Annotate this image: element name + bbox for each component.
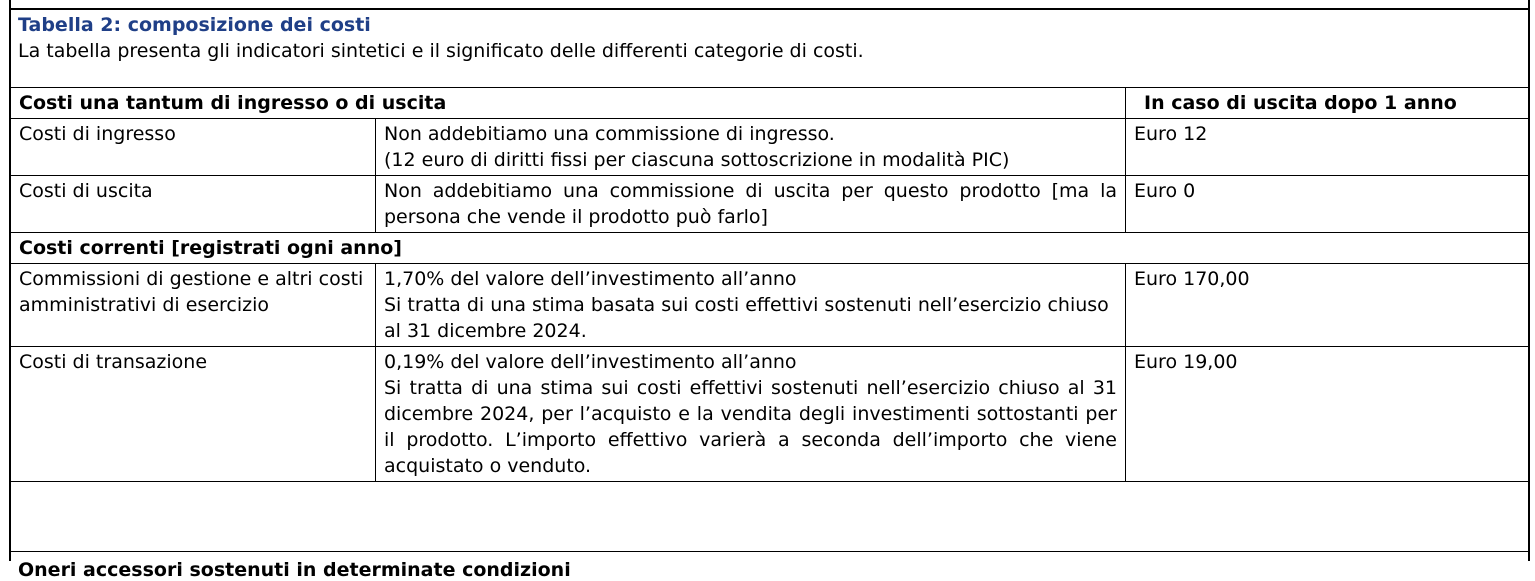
description-line: 1,70% del valore dell’investimento all’anno [384, 268, 797, 290]
row-label-exit-costs: Costi di uscita [11, 176, 376, 233]
table-row [11, 176, 1529, 233]
description-line: (12 euro di diritti fissi per ciascuna sottoscrizione in modalità PIC) [384, 149, 1010, 171]
row-description-entry-costs [376, 119, 1126, 176]
column-header-exit-after-1-year: In caso di uscita dopo 1 anno [1126, 88, 1529, 119]
description-line: Non addebitiamo una commissione di ingresso. [384, 123, 835, 145]
row-label-transaction-costs: Costi di transazione [11, 347, 376, 482]
row-description-management-fees [376, 264, 1126, 347]
row-amount-management-fees: Euro 170,00 [1126, 264, 1529, 347]
table-caption [18, 13, 1518, 65]
description-line: Si tratta di una stima basata sui costi effettivi sostenuti nell’esercizio chiuso al 31 dicembre 2024. [384, 294, 1109, 342]
table-row [11, 264, 1529, 347]
row-amount-entry-costs: Euro 12 [1126, 119, 1529, 176]
row-description-transaction-costs [376, 347, 1126, 482]
bottom-rule [10, 551, 1528, 552]
row-label-management-fees: Commissioni di gestione e altri costi amministrativi di esercizio [11, 264, 376, 347]
row-description-exit-costs: Non addebitiamo una commissione di uscita per questo prodotto [ma la persona che vende il prodotto può farlo] [376, 176, 1126, 233]
row-amount-transaction-costs: Euro 19,00 [1126, 347, 1529, 482]
section-header-ongoing [11, 233, 1529, 264]
table-row [11, 119, 1529, 176]
description-line: 0,19% del valore dell’investimento all’anno [384, 351, 797, 373]
table-row [11, 347, 1529, 482]
row-label-entry-costs: Costi di ingresso [11, 119, 376, 176]
section-heading-incidental-cut [18, 553, 1518, 581]
top-rule [9, 8, 1530, 10]
section-heading-incidental: Oneri accessori sostenuti in determinate condizioni [18, 559, 571, 581]
section-heading-one-off: Costi una tantum di ingresso o di uscita [11, 88, 1126, 119]
row-amount-exit-costs: Euro 0 [1126, 176, 1529, 233]
caption-subtitle: La tabella presenta gli indicatori sintetici e il significato delle differenti categorie di costi. [18, 40, 864, 62]
costs-table [10, 87, 1529, 482]
section-header-one-off [11, 88, 1529, 119]
description-line: Si tratta di una stima sui costi effettivi sostenuti nell’esercizio chiuso al 31 dicembre 2024, per l’acquisto e la vendita degli investimenti sottostanti per il prodotto. L’importo effettivo varierà a seconda dell’importo che viene acquistato o venduto. [384, 377, 1117, 477]
caption-title: Tabella 2: composizione dei costi [18, 14, 371, 36]
section-heading-ongoing: Costi correnti [registrati ogni anno] [11, 233, 1529, 264]
